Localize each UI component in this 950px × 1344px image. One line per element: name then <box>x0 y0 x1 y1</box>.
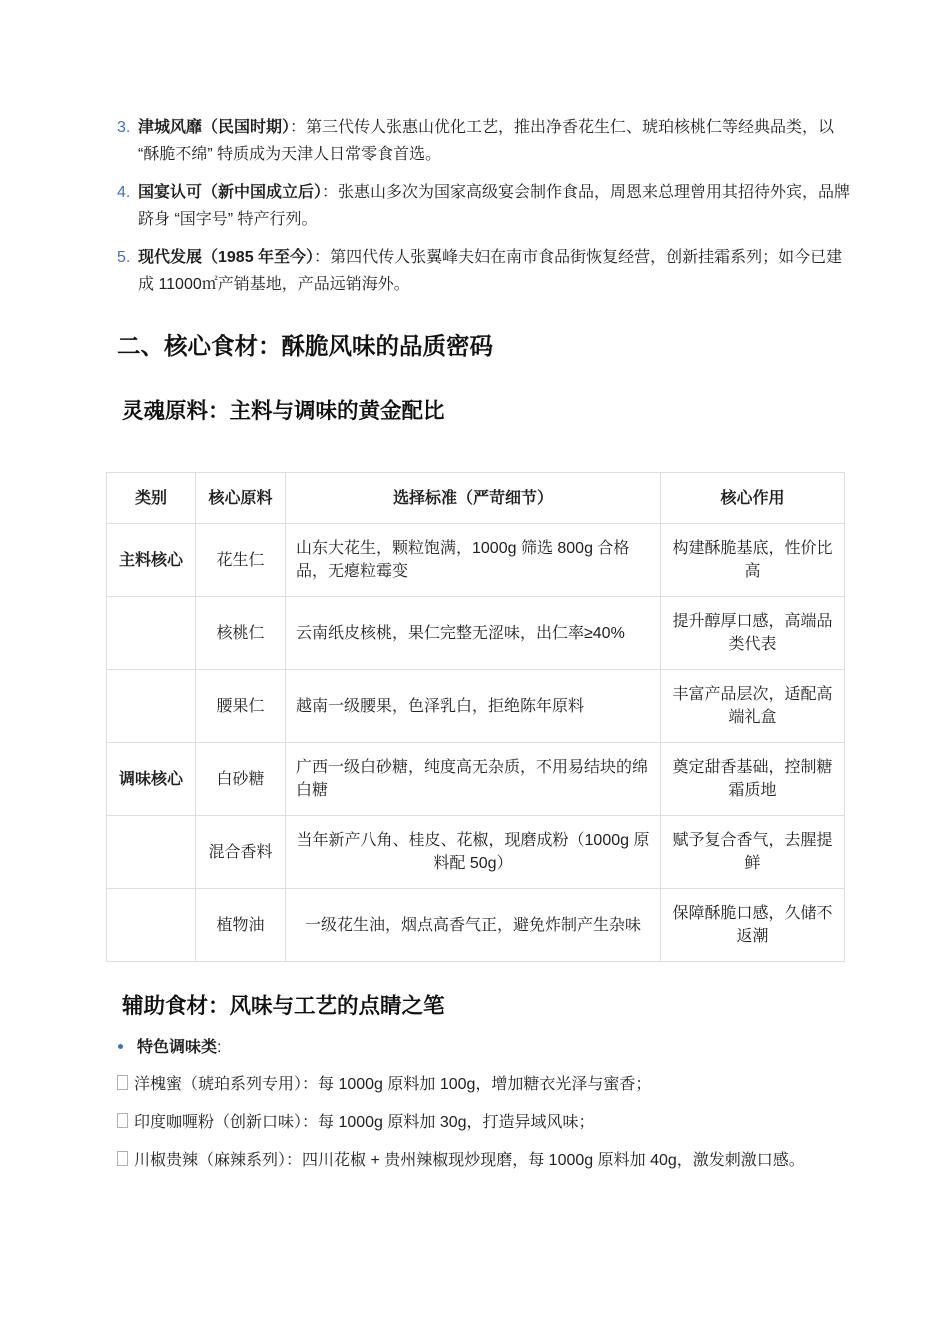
list-number: 5. <box>117 249 131 266</box>
cell-standard: 一级花生油，烟点高香气正，避免炸制产生杂味 <box>286 889 661 962</box>
cell-standard: 山东大花生，颗粒饱满，1000g 筛选 800g 合格品，无瘪粒霉变 <box>286 524 661 597</box>
table-row <box>107 743 845 816</box>
cell-role: 丰富产品层次，适配高端礼盒 <box>661 670 845 743</box>
list-item-title: 国宴认可（新中国成立后） <box>138 184 323 201</box>
list-item <box>117 179 852 233</box>
cell-category <box>107 597 196 670</box>
cell-role: 奠定甜香基础，控制糖霜质地 <box>661 743 845 816</box>
list-item-title: 现代发展（1985 年至今） <box>138 249 315 266</box>
column-header-standard: 选择标准（严苛细节） <box>286 473 661 524</box>
column-header-role: 核心作用 <box>661 473 845 524</box>
section-title: 二、核心食材：酥脆风味的品质密码 <box>117 333 493 359</box>
cell-category <box>107 889 196 962</box>
column-header-category: 类别 <box>107 473 196 524</box>
list-item <box>117 244 852 298</box>
cell-category: 主料核心 <box>107 524 196 597</box>
table-row <box>107 597 845 670</box>
table-header-row <box>107 473 845 524</box>
cell-category <box>107 816 196 889</box>
cell-standard: 云南纸皮核桃，果仁完整无涩味，出仁率≥40% <box>286 597 661 670</box>
list-item-text: 第三代传人张惠山优化工艺，推出净香花生仁、琥珀核桃仁等经典品类，以 “酥脆不绵” 特质成为天津人日常零食首选。 <box>138 119 835 163</box>
cell-category: 调味核心 <box>107 743 196 816</box>
history-list <box>117 114 852 309</box>
table-row <box>107 889 845 962</box>
bullet-colon: : <box>217 1039 222 1056</box>
cell-material: 植物油 <box>196 889 286 962</box>
column-header-material: 核心原料 <box>196 473 286 524</box>
sub-item <box>117 1110 839 1136</box>
list-item-text: 张惠山多次为国家高级宴会制作食品，周恩来总理曾用其招待外宾，品牌跻身 “国字号” 特产行列。 <box>138 184 851 228</box>
list-item-separator: ： <box>322 184 339 201</box>
cell-standard: 越南一级腰果，色泽乳白，拒绝陈年原料 <box>286 670 661 743</box>
bullet-label: 特色调味类 <box>137 1039 218 1056</box>
sub-item-text: 印度咖喱粉（创新口味）：每 1000g 原料加 30g，打造异域风味； <box>134 1114 595 1131</box>
list-item-separator: ： <box>314 249 331 266</box>
list-number: 4. <box>117 184 131 201</box>
table-row <box>107 524 845 597</box>
cell-material: 腰果仁 <box>196 670 286 743</box>
cell-standard: 广西一级白砂糖，纯度高无杂质，不用易结块的绵白糖 <box>286 743 661 816</box>
missing-glyph-box-icon <box>117 1113 128 1128</box>
subsection-title: 辅助食材：风味与工艺的点睛之笔 <box>122 994 445 1018</box>
cell-material: 白砂糖 <box>196 743 286 816</box>
cell-standard: 当年新产八角、桂皮、花椒，现磨成粉（1000g 原料配 50g） <box>286 816 661 889</box>
list-number: 3. <box>117 119 131 136</box>
sub-item-text: 洋槐蜜（琥珀系列专用）：每 1000g 原料加 100g，增加糖衣光泽与蜜香； <box>134 1076 652 1093</box>
cell-role: 赋予复合香气，去腥提鲜 <box>661 816 845 889</box>
cell-role: 构建酥脆基底，性价比高 <box>661 524 845 597</box>
bullet-item <box>117 1036 221 1060</box>
cell-role: 提升醇厚口感，高端品类代表 <box>661 597 845 670</box>
missing-glyph-box-icon <box>117 1151 128 1166</box>
sub-item <box>117 1148 839 1174</box>
ingredients-table <box>106 472 845 962</box>
table-row <box>107 670 845 743</box>
cell-material: 花生仁 <box>196 524 286 597</box>
subsection-title: 灵魂原料：主料与调味的黄金配比 <box>122 399 445 423</box>
table-row <box>107 816 845 889</box>
sub-item <box>117 1072 839 1098</box>
list-item-title: 津城风靡（民国时期） <box>138 119 291 136</box>
bullet-dot-icon <box>118 1044 123 1049</box>
sub-item-text: 川椒贵辣（麻辣系列）：四川花椒 + 贵州辣椒现炒现磨，每 1000g 原料加 40g，激发刺激口感。 <box>134 1152 805 1169</box>
list-item-text: 第四代传人张翼峰夫妇在南市食品街恢复经营，创新挂霜系列；如今已建成 11000㎡产销基地，产品远销海外。 <box>138 249 843 293</box>
list-item-separator: ： <box>290 119 307 136</box>
list-item <box>117 114 852 168</box>
missing-glyph-box-icon <box>117 1075 128 1090</box>
cell-category <box>107 670 196 743</box>
cell-material: 核桃仁 <box>196 597 286 670</box>
cell-role: 保障酥脆口感，久储不返潮 <box>661 889 845 962</box>
cell-material: 混合香料 <box>196 816 286 889</box>
